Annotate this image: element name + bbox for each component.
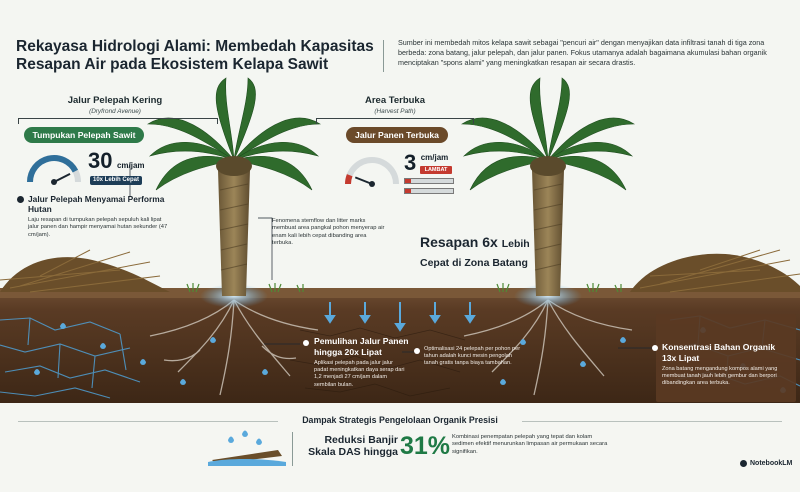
resapan-headline xyxy=(420,234,550,272)
zone-left-value: 30 xyxy=(88,148,113,173)
brand-logo-icon xyxy=(740,460,747,467)
title-divider xyxy=(383,40,384,72)
zone-left-pill: Tumpukan Pelepah Sawit xyxy=(24,127,144,143)
zone-mid-value: 3 xyxy=(404,150,417,175)
callout-dot-konsentrasi xyxy=(652,345,658,351)
zone-mid-unit: cm/jam xyxy=(420,153,449,162)
zone-left-value-group xyxy=(88,148,145,174)
brand-name: NotebookLM xyxy=(750,460,793,467)
rate-bar-track xyxy=(404,178,454,184)
section-divider-right xyxy=(522,421,782,422)
callout-dot-optimal xyxy=(414,348,420,354)
resapan-line1-small: Lebih xyxy=(501,238,530,250)
zone-left-subheading: (Dryfrond Avenue) xyxy=(89,108,141,115)
zone-left-badge: 10x Lebih Cepat xyxy=(90,176,142,185)
rate-bar-fill-2 xyxy=(405,189,411,193)
page-title: Rekayasa Hidrologi Alami: Membedah Kapasitas Resapan Air pada Ekosistem Kelapa Sawit xyxy=(16,38,374,73)
zone-left-highlight-body: Laju resapan di tumpukan pelepah sepuluh kali lipat jalur panen dan hampir menyamai hutan sekunder (47 cm/jam). xyxy=(28,217,168,238)
zone-mid-subheading: (Harvest Path) xyxy=(374,108,416,115)
page-subtitle: Sumber ini membedah mitos kelapa sawit sebagai "pencuri air" dengan menyajikan data infiltrasi tanah di tiga zona berbeda: zona batang, jalur pelepah, dan jalur panen. Fokus utamanya adalah bagaimana akumulasi bahan organik menciptakan "spons alami" yang meningkatkan resapan air secara drastis. xyxy=(398,38,767,67)
optimal-body: Optimalisasi 24 pelepah per pohon per tahun adalah kunci mesin pengolah tanah gratis tanpa biaya tambahan. xyxy=(424,346,521,367)
frond-pile-right xyxy=(630,250,800,292)
reduction-percent: 31% xyxy=(400,432,451,460)
rate-bar-fill xyxy=(405,179,411,183)
zone-mid-pill: Jalur Panen Terbuka xyxy=(346,127,448,143)
strategy-heading: Dampak Strategis Pengelolaan Organik Presisi xyxy=(302,415,498,425)
rate-bar-track-2 xyxy=(404,188,454,194)
zone-left-unit: cm/jam xyxy=(116,161,145,170)
reduksi-line2: Skala DAS hingga xyxy=(308,446,398,458)
gauge-icon-mid xyxy=(342,150,402,190)
reduksi-line1: Reduksi Banjir xyxy=(324,434,398,446)
frond-pile-left xyxy=(0,250,170,292)
callout-dot-pemulihan xyxy=(303,340,309,346)
konsentrasi-body: Zona batang mengandung kompos alami yang membuat tanah jauh lebih gembur dan berpori dibandingkan area terbuka. xyxy=(662,366,778,387)
resapan-line2: Cepat di Zona Batang xyxy=(420,257,528,269)
zone-left-heading: Jalur Pelepah Kering xyxy=(67,95,163,106)
bullet-icon xyxy=(17,196,24,203)
resapan-line1: Resapan 6x xyxy=(420,234,498,250)
bottom-body: Kombinasi penempatan pelepah yang tepat dan kolam sedimen efektif menurunkan limpasan air permukaan secara signifikan. xyxy=(452,434,608,455)
reduksi-text xyxy=(298,434,398,458)
zone-mid-badge: LAMBAT xyxy=(420,166,452,174)
zone-mid-heading: Area Terbuka xyxy=(364,95,425,106)
zone-left-bracket xyxy=(18,118,218,124)
zone-mid-bracket xyxy=(316,118,474,124)
konsentrasi-title: Konsentrasi Bahan Organik 13x Lipat xyxy=(662,342,776,363)
zone-left-highlight-title: Jalur Pelepah Menyamai Performa Hutan xyxy=(28,194,165,214)
gauge-icon-left xyxy=(24,148,84,188)
bottom-divider xyxy=(292,432,293,466)
pemulihan-title: Pemulihan Jalur Panen hingga 20x Lipat xyxy=(314,336,409,357)
pemulihan-body: Aplikasi pelepah pada jalur jalur padat meningkatkan daya serap dari 1,2 menjadi 27 cm/jam dalam sembilan bulan. xyxy=(314,360,405,388)
brand-mark xyxy=(740,460,792,467)
flood-reduction-icon xyxy=(208,430,288,466)
stemflow-note: Fenomena stemflow dan litter marks membuat area pangkal pohon menyerap air enam kali lebih cepat dibanding area terbuka. xyxy=(272,218,385,247)
section-divider-left xyxy=(18,421,278,422)
